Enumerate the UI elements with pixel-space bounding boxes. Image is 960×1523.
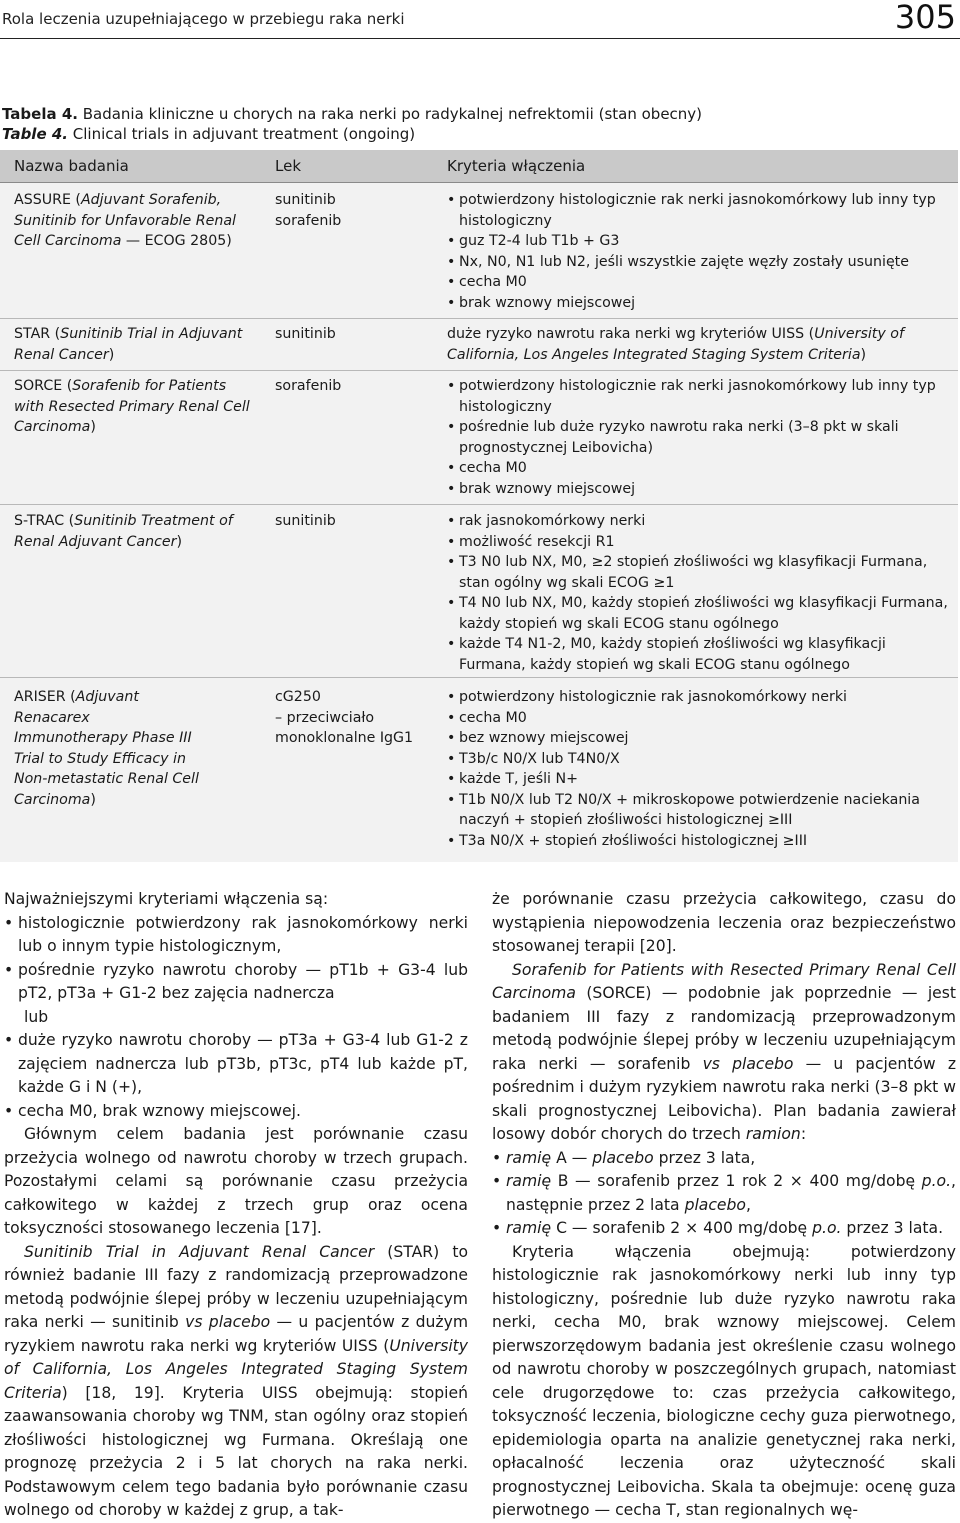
table-header-row — [0, 150, 958, 183]
paragraph: Kryteria włączenia obejmują: potwierdzony histologicznie rak jasnokomórkowy nerki lub inny typ histologiczny, pośrednie lub duże ryzyko nawrotu raka nerki, cecha M0, brak wznowy miejscowej. Celem pierwszorzędowym badania jest określenie czasu wolnego od nawrotu choroby w poszczególnych grupach, natomiast cele drugorzędowe to: czas przeżycia całkowitego, toksyczność leczenia, biologiczne cechy guza pierwotnego, epidemiologia oparta na analizie genetycznej raka nerki, opłacalność leczenia oraz użyteczność skali prognostycznej Leibovicha. Skala ta obejmuje: ocenę guza pierwotnego — cecha T, stan regionalnych wę- — [492, 1242, 956, 1519]
criteria-item: • rak jasnokomórkowy nerki — [447, 511, 957, 532]
trial-criteria — [447, 511, 957, 675]
body-right-column — [492, 888, 956, 1523]
criteria-item: • brak wznowy miejscowej — [447, 479, 957, 500]
paragraph: że porównanie czasu przeżycia całkowitego, czasu do wystąpienia niepowodzenia leczenia oraz bezpieczeństwo stosowanej terapii [20]. — [492, 890, 956, 955]
criteria-list-continued — [4, 1029, 468, 1123]
caption-english — [2, 124, 702, 144]
criteria-item: • potwierdzony histologicznie rak nerki jasnokomórkowy lub inny typ histologiczny — [447, 190, 957, 231]
trial-criteria — [447, 190, 957, 313]
table-caption — [2, 104, 702, 144]
criteria-item: • każde T, jeśli N+ — [447, 769, 957, 790]
criteria-item: • T3a N0/X + stopień złośliwości histologicznej ≥III — [447, 831, 957, 852]
table-row — [0, 324, 958, 371]
or-word: lub — [24, 1007, 49, 1026]
trial-criteria — [447, 687, 957, 851]
criteria-item: • pośrednie lub duże ryzyko nawrotu raka nerki (3–8 pkt w skali prognostycznej Leibovicha) — [447, 417, 957, 458]
caption-label-pl: Tabela 4. — [2, 105, 78, 123]
trial-criteria: duże ryzyko nawrotu raka nerki wg kryteriów UISS (University of California, Los Angeles Integrated Staging System Criteria) — [447, 326, 904, 363]
list-item: • pośrednie ryzyko nawrotu choroby — pT1b + G3-4 lub pT2, pT3a + G1-2 bez zajęcia nadnercza — [4, 959, 468, 1006]
criteria-item: • guz T2-4 lub T1b + G3 — [447, 231, 957, 252]
trial-drug: sunitinib sorafenib — [275, 192, 342, 229]
trial-name: S-TRAC (Sunitinib Treatment of Renal Adjuvant Cancer) — [14, 513, 233, 550]
page-number: 305 — [894, 0, 956, 36]
list-item: • ramię A — placebo przez 3 lata, — [492, 1147, 956, 1171]
header-drug: Lek — [275, 157, 302, 175]
trial-name: ASSURE (Adjuvant Sorafenib, Sunitinib for Unfavorable Renal Cell Carcinoma — ECOG 2805) — [14, 192, 236, 249]
paragraph: Sunitinib Trial in Adjuvant Renal Cancer (STAR) to również badanie III fazy z randomizacją przeprowadzone metodą podwójnie ślepej próby w leczeniu uzupełniającym raka nerki — sunitinib vs placebo — u pacjentów z dużym ryzykiem nawrotu raka nerki wg kryteriów UISS (University of California, Los Angeles Integrated Staging System Criteria) [18, 19]. Kryteria UISS obejmują: stopień zaawansowania choroby wg TNM, stan ogólny oraz stopień złośliwości histologicznej wg Furmana. Określają one prognozę przeżycia 2 i 5 lat chorych na raka nerki. Podstawowym celem tego badania było porównanie czasu wolnego od choroby w każdej z grup, a tak- — [4, 1242, 469, 1519]
criteria-item: • możliwość resekcji R1 — [447, 532, 957, 553]
paragraph: Głównym celem badania jest porównanie czasu przeżycia wolnego od nawrotu choroby w trzech grupach. Pozostałymi celami są porównanie czasu przeżycia całkowitego w każdej z trzech grup oraz ocena toksyczności stosowanego leczenia [17]. — [4, 1125, 468, 1237]
caption-text-pl: Badania kliniczne u chorych na raka nerki po radykalnej nefrektomii (stan obecny) — [82, 105, 703, 123]
criteria-item: • T3b/c N0/X lub T4N0/X — [447, 749, 957, 770]
criteria-item: • T1b N0/X lub T2 N0/X + mikroskopowe potwierdzenie naciekania naczyń + stopień złośliwości histologicznej ≥III — [447, 790, 957, 831]
criteria-item: • T3 N0 lub NX, M0, ≥2 stopień złośliwości wg klasyfikacji Furmana, stan ogólny wg skali ECOG ≥1 — [447, 552, 957, 593]
page-header — [0, 0, 960, 39]
criteria-item: • brak wznowy miejscowej — [447, 293, 957, 314]
caption-label-en: Table 4. — [2, 125, 68, 143]
intro-text: Najważniejszymi kryteriami włączenia są: — [4, 890, 329, 908]
criteria-item: • T4 N0 lub NX, M0, każdy stopień złośliwości wg klasyfikacji Furmana, każdy stopień wg skali ECOG stanu ogólnego — [447, 593, 957, 634]
trial-drug: cG250 – przeciwciało monoklonalne IgG1 — [275, 689, 414, 746]
criteria-item: • cecha M0 — [447, 272, 957, 293]
caption-text-en: Clinical trials in adjuvant treatment (ongoing) — [72, 125, 416, 143]
arms-list — [492, 1147, 956, 1241]
caption-polish — [2, 104, 702, 124]
criteria-item: • Nx, N0, N1 lub N2, jeśli wszystkie zajęte węzły zostały usunięte — [447, 252, 957, 273]
header-criteria: Kryteria włączenia — [447, 157, 586, 175]
trial-criteria — [447, 376, 957, 499]
list-item: • ramię C — sorafenib 2 × 400 mg/dobę p.o. przez 3 lata. — [492, 1217, 956, 1241]
list-item: • duże ryzyko nawrotu choroby — pT3a + G3-4 lub G1-2 z zajęciem nadnercza lub pT3b, pT3c, pT4 lub każde pT, każde G i N (+), — [4, 1029, 468, 1100]
criteria-item: • bez wznowy miejscowej — [447, 728, 957, 749]
table-row — [0, 511, 958, 678]
table-row — [0, 687, 958, 857]
list-item: • cecha M0, brak wznowy miejscowej. — [4, 1100, 468, 1124]
criteria-item: • potwierdzony histologicznie rak jasnokomórkowy nerki — [447, 687, 957, 708]
table-row — [0, 376, 958, 505]
criteria-item: • każde T4 N1-2, M0, każdy stopień złośliwości wg klasyfikacji Furmana, każdy stopień wg skali ECOG stanu ogólnego — [447, 634, 957, 675]
paragraph: Sorafenib for Patients with Resected Primary Renal Cell Carcinoma (SORCE) — podobnie jak poprzednie — jest badaniem III fazy z randomizacją przeprowadzonym metodą podwójnie ślepej próby w leczeniu uzupełniającym raka nerki — sorafenib vs placebo — u pacjentów z pośrednim i dużym ryzykiem nawrotu raka nerki (3–8 pkt w skali prognostycznej Leibovicha). Plan badania zawierał losowy dobór chorych do trzech ramion: — [492, 960, 957, 1143]
running-title: Rola leczenia uzupełniającego w przebiegu raka nerki — [2, 10, 405, 28]
criteria-item: • potwierdzony histologicznie rak nerki jasnokomórkowy lub inny typ histologiczny — [447, 376, 957, 417]
criteria-list — [4, 912, 468, 1006]
criteria-item: • cecha M0 — [447, 458, 957, 479]
criteria-item: • cecha M0 — [447, 708, 957, 729]
trial-drug: sunitinib — [275, 326, 336, 342]
header-trial-name: Nazwa badania — [14, 157, 129, 175]
list-item: • ramię B — sorafenib przez 1 rok 2 × 400 mg/dobę p.o., następnie przez 2 lata placebo, — [492, 1170, 956, 1217]
trial-name: ARISER (Adjuvant Renacarex Immunotherapy Phase III Trial to Study Efficacy in Non-metastatic Renal Cell Carcinoma) — [14, 689, 199, 808]
trial-name: STAR (Sunitinib Trial in Adjuvant Renal Cancer) — [14, 326, 243, 363]
trial-name: SORCE (Sorafenib for Patients with Resected Primary Renal Cell Carcinoma) — [14, 378, 250, 435]
trial-drug: sunitinib — [275, 513, 336, 529]
list-item: • histologicznie potwierdzony rak jasnokomórkowy nerki lub o innym typie histologicznym, — [4, 912, 468, 959]
trial-drug: sorafenib — [275, 378, 342, 394]
table-row — [0, 190, 958, 319]
clinical-trials-table — [0, 150, 958, 862]
body-left-column — [4, 888, 468, 1523]
